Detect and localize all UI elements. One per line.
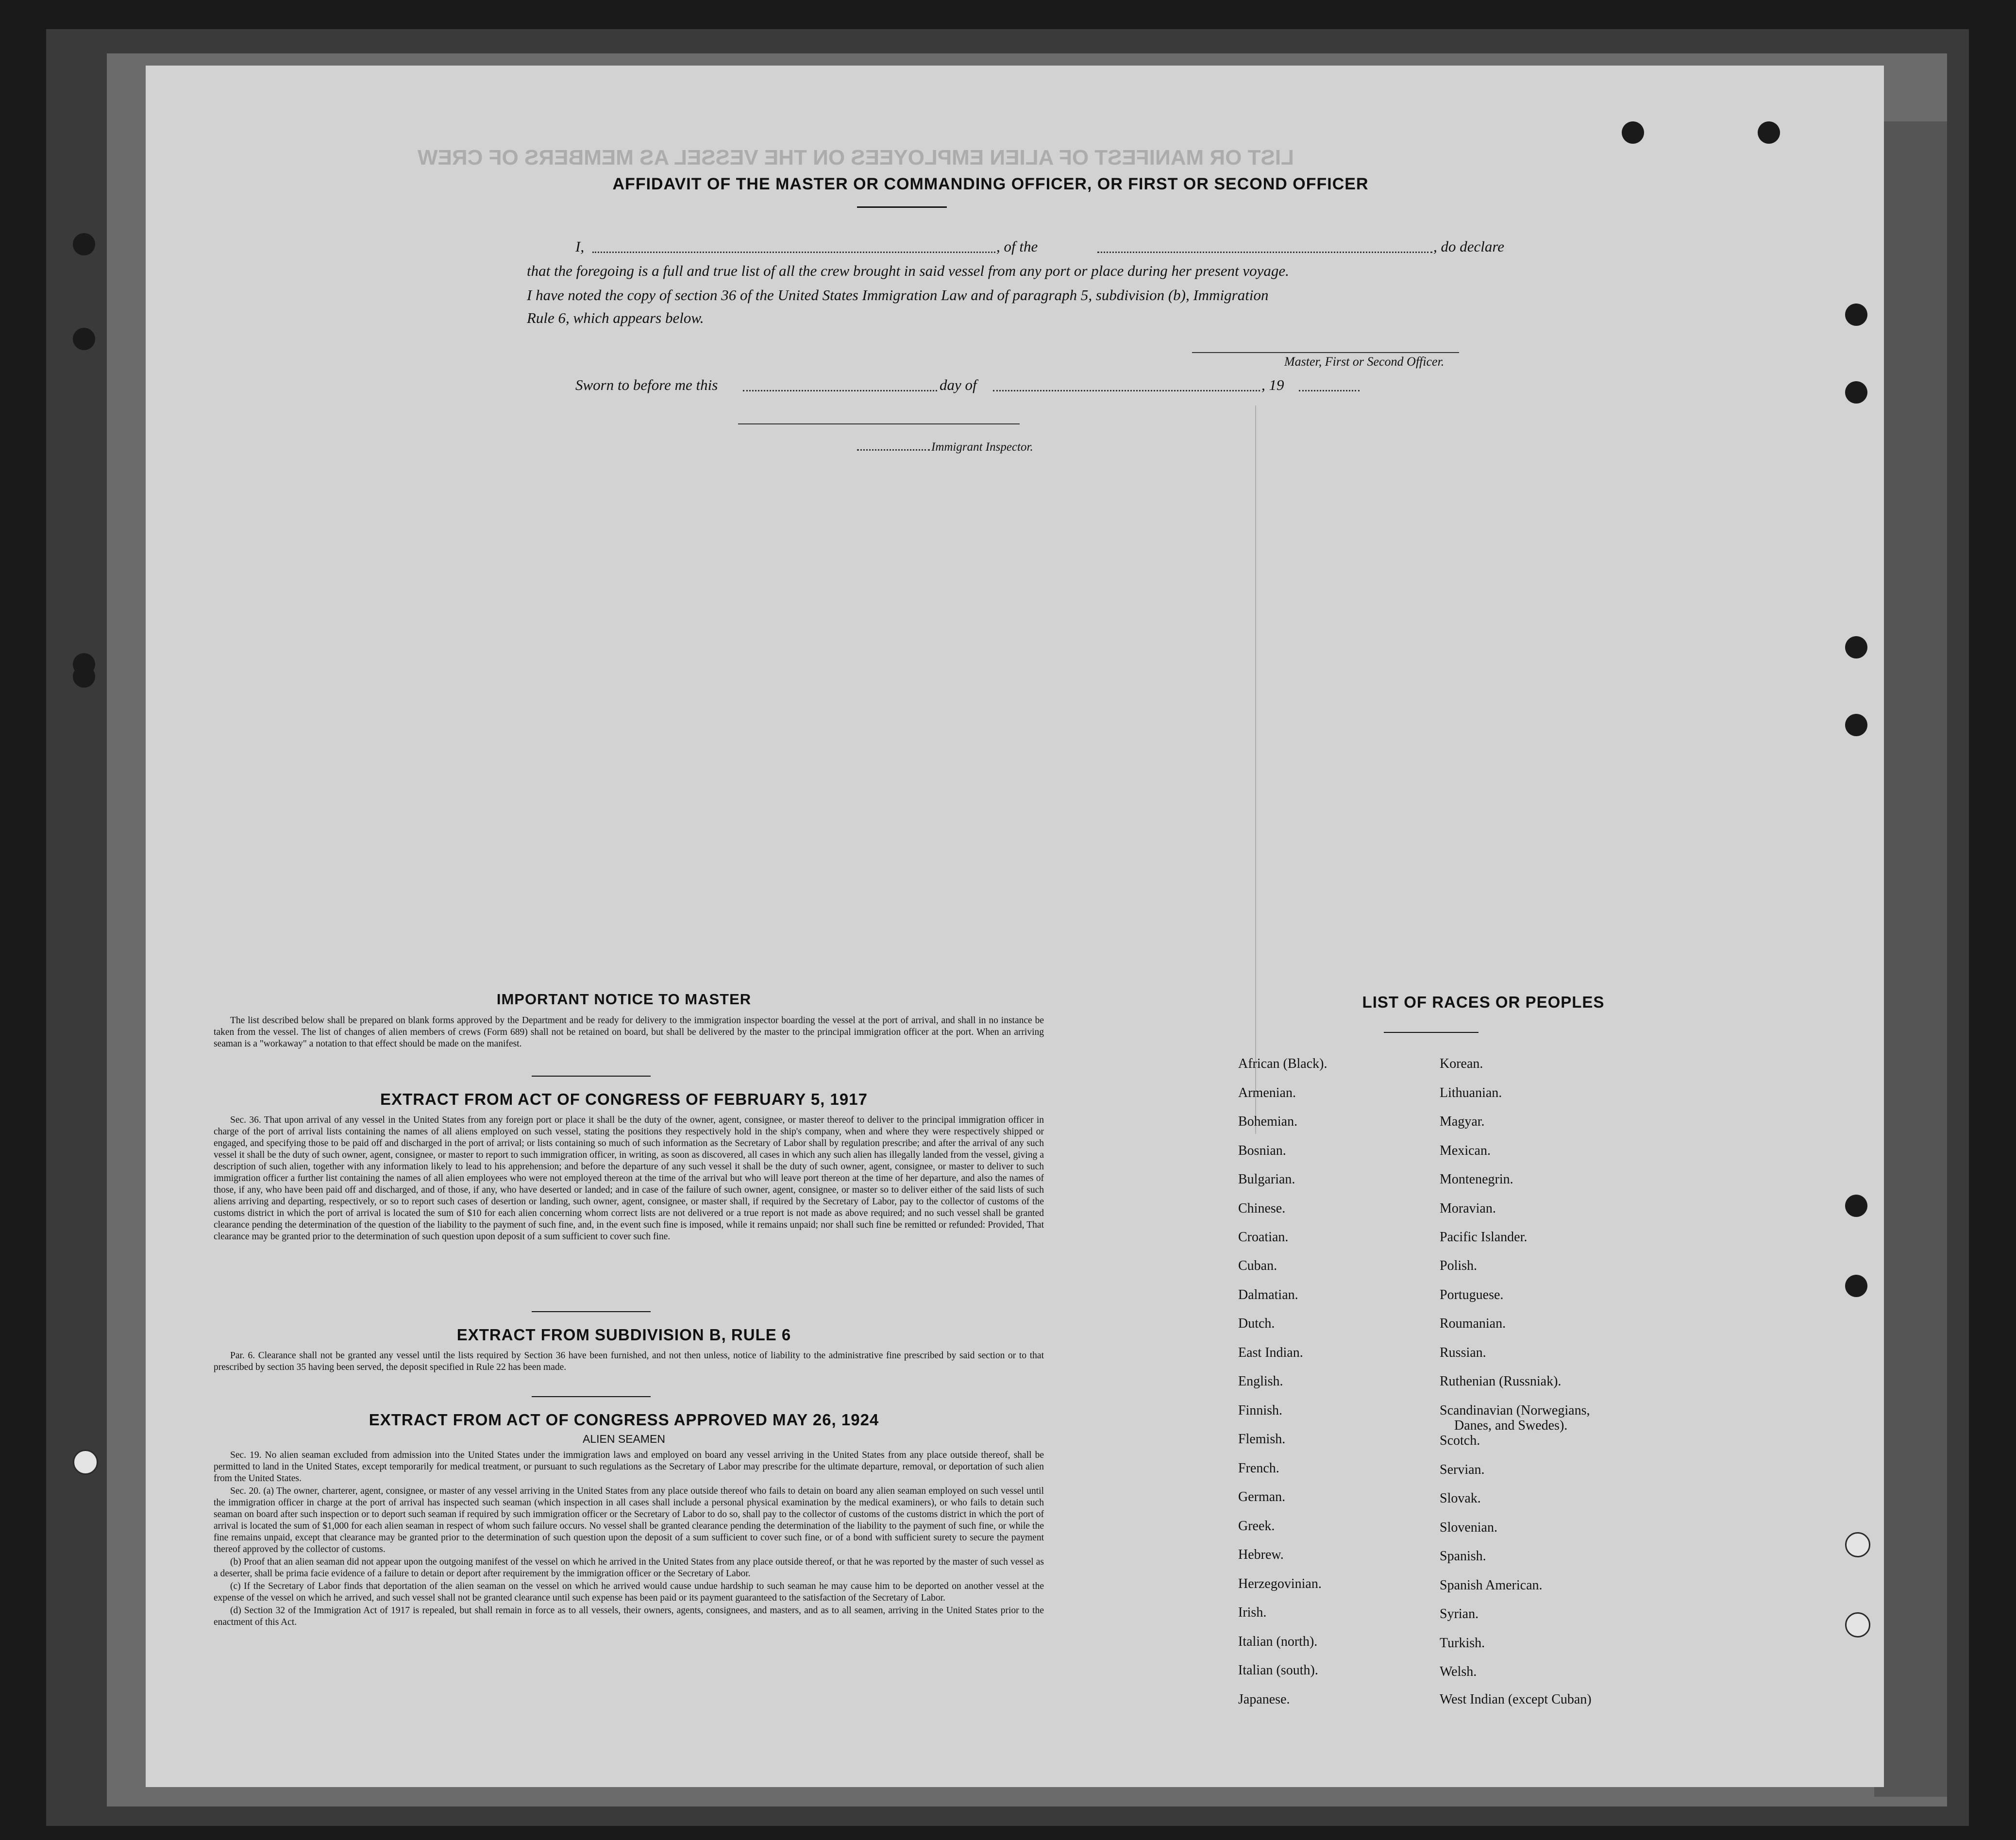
page-fold [1255, 405, 1256, 1134]
rule6-paragraph: Par. 6. Clearance shall not be granted any vessel until the lists required by Section 36 have been furnished, and not then unless, notice of liability to the administrative fine prescribed by said section or to that prescribed by section 35 having been served, the deposit specified in Rule 22 has been made. [214, 1350, 1044, 1372]
people-item: West Indian (except Cuban) [1440, 1692, 1592, 1707]
people-item: East Indian. [1238, 1345, 1303, 1360]
people-item: Lithuanian. [1440, 1085, 1502, 1100]
people-item: Pacific Islander. [1440, 1230, 1528, 1245]
binder-hole [1845, 1612, 1870, 1637]
people-item: Slovak. [1440, 1491, 1481, 1506]
binder-hole [1845, 636, 1867, 658]
peoples-left-column [1238, 1056, 1452, 1785]
binder-hole [1845, 381, 1867, 404]
bleed-through-heading: LIST OR MANIFEST OF ALIEN EMPLOYEES ON THE VESSEL AS MEMBERS OF CREW [418, 146, 1294, 169]
people-item: Dalmatian. [1238, 1287, 1298, 1302]
people-item: Irish. [1238, 1605, 1267, 1620]
master-signature-caption: Master, First or Second Officer. [1284, 354, 1445, 369]
people-item: Italian (north). [1238, 1634, 1318, 1649]
binder-hole [73, 233, 95, 255]
affidavit-line-3: I have noted the copy of section 36 of the United States Immigration Law and of paragraph 5, subdivision (b), Immigration [527, 287, 1269, 304]
binder-hole [73, 665, 95, 688]
people-item: Scotch. [1440, 1433, 1480, 1448]
sec-20a-paragraph: Sec. 20. (a) The owner, charterer, agent, consignee, or master of any vessel arriving in the United States from any place outside thereof who fails to detain on board any alien seaman employed on such vessel until the immigration officer in charge at the port of arrival has inspected such seaman (which inspection in all cases shall include a personal physical examination by the medical examiners), or who fails to detain such seaman on board after such inspection or to deport such seaman if required by such immigration officer or the Secretary of Labor to do so, shall pay to the collector of customs of the customs district in which the port of arrival is located the sum of $1,000 for each alien seaman in respect of whom such failure occurs. No vessel shall be granted clearance pending the determination of the liability to the payment of such fine, or while the fine remains unpaid, except that clearance may be granted prior to the determination of such question upon the deposit of a sum sufficient to cover such fine, or of a bond with sufficient surety to secure the payment thereof approved by the collector of customs. [214, 1486, 1044, 1554]
people-item: Russian. [1440, 1345, 1486, 1360]
people-item: Bosnian. [1238, 1143, 1286, 1158]
affidavit-line-4: Rule 6, which appears below. [527, 309, 704, 326]
people-item: Chinese. [1238, 1201, 1286, 1216]
affidavit-of-the-label: , of the [996, 238, 1038, 255]
people-item: Herzegovinian. [1238, 1576, 1322, 1591]
inspector-caption: Immigrant Inspector. [931, 440, 1033, 454]
people-item: Montenegrin. [1440, 1172, 1513, 1187]
section-rule [532, 1396, 651, 1397]
people-item: Ruthenian (Russniak). [1440, 1374, 1562, 1389]
title-rule [857, 206, 947, 208]
notice-title: IMPORTANT NOTICE TO MASTER [496, 991, 752, 1008]
people-item: Danes, and Swedes). [1454, 1418, 1568, 1433]
rule6-text [214, 1350, 1044, 1374]
alien-seamen-subtitle: ALIEN SEAMEN [583, 1433, 665, 1445]
sec-20c-paragraph: (c) If the Secretary of Labor finds that deportation of the alien seaman on the vessel on which he arrived would cause undue hardship to such seaman he may cause him to be deported on another vessel at the expense of the vessel on which he arrived, and such vessel shall not be granted clearance until such expense has been paid or its payment guaranteed to the satisfaction of the Secretary of Labor. [214, 1581, 1044, 1603]
extract-1917-text [214, 1114, 1044, 1244]
extract-1924-text [214, 1450, 1044, 1629]
notice-paragraph: The list described below shall be prepared on blank forms approved by the Department and be ready for delivery to the immigration inspector boarding the vessel at the port of arrival, and shall in no instance be taken from the vessel. The list of changes of alien members of crews (Form 689) shall not be retained on board, but shall be delivered by the master to the principal immigration officer at the port. When an arriving seaman is a "workaway" a notation to that effect should be made on the manifest. [214, 1015, 1044, 1049]
binder-hole [1845, 1275, 1867, 1297]
people-item: Cuban. [1238, 1258, 1277, 1273]
section-rule [532, 1076, 651, 1077]
people-item: Croatian. [1238, 1230, 1289, 1245]
peoples-right-column [1440, 1056, 1731, 1785]
binder-hole [1758, 121, 1780, 144]
people-item: Syrian. [1440, 1606, 1479, 1621]
sworn-label: Sworn to before me this [575, 376, 718, 393]
people-item: Roumanian. [1440, 1316, 1506, 1331]
people-item: Portuguese. [1440, 1287, 1504, 1302]
people-item: Armenian. [1238, 1085, 1296, 1100]
people-item: Slovenian. [1440, 1520, 1497, 1535]
people-item: German. [1238, 1489, 1286, 1504]
binder-hole [1622, 121, 1644, 144]
people-item: Finnish. [1238, 1403, 1283, 1418]
binder-hole [1845, 1532, 1870, 1557]
people-item: Mexican. [1440, 1143, 1491, 1158]
people-item: Dutch. [1238, 1316, 1275, 1331]
inspector-signature-line[interactable] [738, 423, 1020, 424]
section-rule [532, 1311, 651, 1312]
affidavit-declare-label: , do declare [1433, 238, 1505, 255]
extract-1917-title: EXTRACT FROM ACT OF CONGRESS OF FEBRUARY 5, 1917 [380, 1090, 868, 1108]
affidavit-i-label: I, [575, 238, 585, 255]
binder-hole [1845, 1195, 1867, 1217]
vessel-blank-line[interactable] [1097, 252, 1432, 253]
sec-20d-paragraph: (d) Section 32 of the Immigration Act of 1917 is repealed, but shall remain in force as to all vessels, their owners, agents, consignees, and masters, and as to all seamen, arriving in the United States prior to the enactment of this Act. [214, 1605, 1044, 1627]
people-item: Spanish. [1440, 1549, 1486, 1564]
people-item: Polish. [1440, 1258, 1478, 1273]
day-of-label: day of [940, 376, 977, 393]
peoples-rule [1384, 1032, 1478, 1033]
extract-1924-title: EXTRACT FROM ACT OF CONGRESS APPROVED MAY 26, 1924 [369, 1411, 879, 1429]
year-prefix-label: , 19 [1261, 376, 1284, 393]
people-item: Servian. [1440, 1462, 1485, 1477]
people-item: Scandinavian (Norwegians, [1440, 1403, 1590, 1418]
sec-20b-paragraph: (b) Proof that an alien seaman did not appear upon the outgoing manifest of the vessel on which he arrived in the United States from any place outside thereof, or that he was reported by the master of such vessel as a deserter, shall be prima facie evidence of a failure to detain or deport after requirement by the immigration officer or the Secretary of Labor. [214, 1557, 1044, 1579]
peoples-title: LIST OF RACES OR PEOPLES [1362, 993, 1605, 1011]
people-item: African (Black). [1238, 1056, 1327, 1071]
inspector-dotted-line [857, 449, 930, 451]
people-item: Korean. [1440, 1056, 1483, 1071]
binder-hole [1845, 714, 1867, 736]
extract-1917-paragraph: Sec. 36. That upon arrival of any vessel in the United States from any foreign port or place it shall be the duty of the owner, agent, consignee, or master thereof to deliver to the principal immigration officer in charge of the port of arrival lists containing the names of all aliens employed on such vessel, stating the positions they respectively hold in the ship's company, when and where they were respectively shipped or engaged, and specifying those to be paid off and discharged in the port of arrival; or lists containing so much of such information as the Secretary of Labor shall by regulation prescribe; and after the arrival of any such vessel it shall be the duty of such owner, agent, consignee, or master to report to such immigration officer, in writing, as soon as discovered, all cases in which any such alien has illegally landed from the vessel, giving a description of such alien, together with any information likely to lead to his apprehension; and before the departure of any such vessel it shall be the duty of such owner, agent, consignee, or master to deliver to such immigration officer a further list containing the names of all alien employees who were not employed thereon at the time of the arrival but who will leave port thereon at the time of her departure, and also the names of those, if any, who have been paid off and discharged, and of those, if any, who have deserted or landed; and in case of the failure of such owner, agent, consignee, or master so to deliver either of the said lists of such aliens arriving and departing, respectively, or so to report such cases of desertion or landing, such owner, agent, consignee, or master shall, if required by the Secretary of Labor, pay to the collector of customs of the customs district in which the port of arrival is located the sum of $10 for each alien concerning whom correct lists are not delivered or a true report is not made as above required; and no such vessel shall be granted clearance pending the determination of the question of the liability to the payment of such fine, and, in the event such fine is imposed, while it remains unpaid; nor shall such fine be remitted or refunded: Provided, That clearance may be granted prior to the determination of such question upon deposit of a sum sufficient to cover such fine. [214, 1115, 1044, 1242]
binder-hole [1845, 304, 1867, 326]
people-item: Greek. [1238, 1519, 1275, 1534]
sec-19-paragraph: Sec. 19. No alien seaman excluded from admission into the United States under the immigration laws and employed on board any vessel arriving in the United States from any place outside thereof, shall be permitted to land in the United States, except temporarily for medical treatment, or pursuant to such regulations as the Secretary of Labor may prescribe for the ultimate departure, removal, or deportation of such alien from the United States. [214, 1450, 1044, 1484]
people-item: Japanese. [1238, 1692, 1290, 1707]
people-item: Flemish. [1238, 1432, 1286, 1447]
people-item: Magyar. [1440, 1114, 1485, 1129]
sworn-month-blank[interactable] [993, 390, 1260, 391]
page-stack-edge [1874, 121, 1947, 1797]
binder-hole [73, 328, 95, 350]
binder-hole [73, 1450, 98, 1475]
affidavit-line-2: that the foregoing is a full and true list of all the crew brought in said vessel from any port or place during her present voyage. [527, 262, 1289, 279]
people-item: French. [1238, 1461, 1279, 1476]
people-item: English. [1238, 1374, 1283, 1389]
affidavit-title: AFFIDAVIT OF THE MASTER OR COMMANDING OFFICER, OR FIRST OR SECOND OFFICER [612, 175, 1369, 193]
people-item: Welsh. [1440, 1664, 1477, 1679]
people-item: Turkish. [1440, 1636, 1485, 1651]
people-item: Bulgarian. [1238, 1172, 1295, 1187]
master-signature-line[interactable] [1192, 352, 1459, 353]
rule6-title: EXTRACT FROM SUBDIVISION B, RULE 6 [456, 1326, 791, 1344]
people-item: Bohemian. [1238, 1114, 1298, 1129]
name-blank-line[interactable] [592, 252, 995, 253]
people-item: Spanish American. [1440, 1578, 1543, 1593]
sworn-day-blank[interactable] [743, 390, 937, 391]
document-page [146, 66, 1884, 1787]
people-item: Italian (south). [1238, 1663, 1318, 1678]
notice-text [214, 1015, 1044, 1051]
sworn-year-blank[interactable] [1299, 390, 1360, 391]
people-item: Moravian. [1440, 1201, 1496, 1216]
people-item: Hebrew. [1238, 1547, 1284, 1562]
